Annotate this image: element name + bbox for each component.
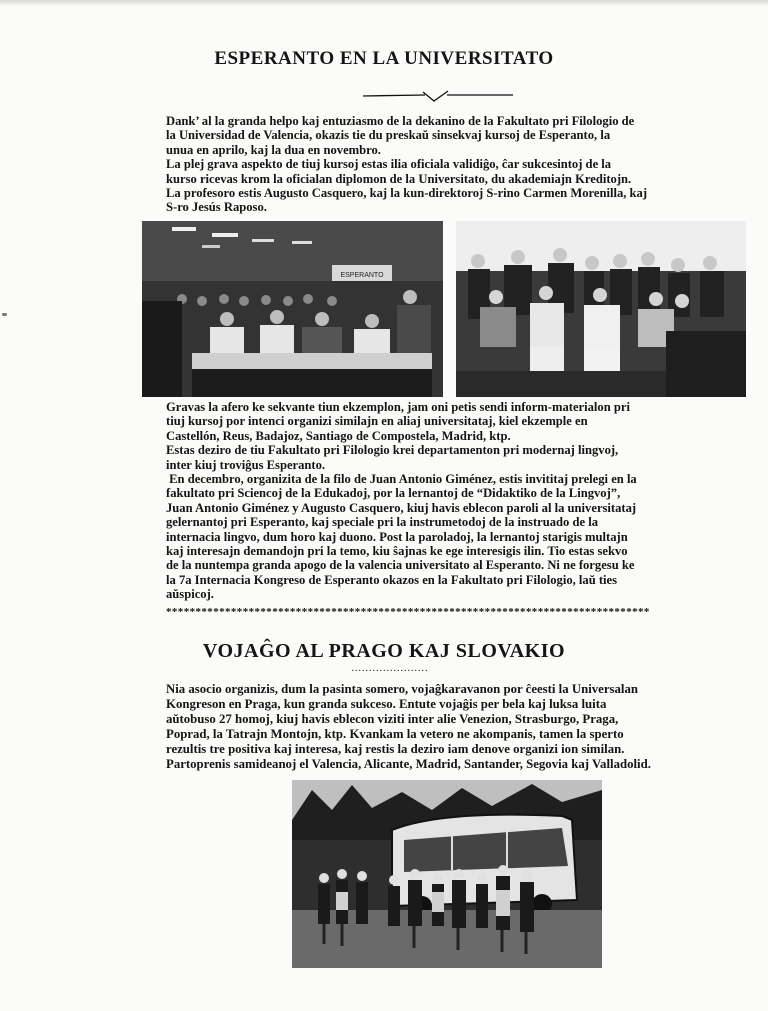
text-line: la 7a Internacia Kongreso de Esperanto okazos en la Fakultato pri Filologio, laŭ ties (166, 572, 618, 587)
text-line: Estas deziro de tiu Fakultato pri Filologio krei departamenton pri modernaj lingvoj, (166, 443, 619, 458)
scan-top-shadow (0, 0, 768, 6)
text-line: Partoprenis samideanoj el Valencia, Alicante, Madrid, Santander, Segovia kaj Valladolid. (166, 757, 651, 771)
dotted-separator: ...................... (351, 663, 429, 674)
title-ornament (363, 88, 513, 104)
text-line: Dank’ al la granda helpo kaj entuziasmo de la dekanino de la Fakultato pri Filologio de (166, 114, 635, 128)
text-line: internacia lingvo, dum horo kaj duono. Post la paroladoj, la lernantoj starigis multajn (166, 529, 628, 544)
article-title-esperanto-universitato: ESPERANTO EN LA UNIVERSITATO (214, 48, 554, 69)
article-title-vojago: VOJAĜO AL PRAGO KAJ SLOVAKIO (202, 640, 566, 662)
text-line: Poprad, la Tatrajn Montojn, ktp. Kvankam la vetero ne akompanis, tamen la sperto (166, 727, 624, 741)
scan-speck (2, 313, 7, 316)
text-line: inter kiuj troviĝus Esperanto. (166, 457, 326, 472)
text-line: kaj interesajn demandojn pri la temo, kiu ŝajnas ke ege interesigis ilin. Tio estas sekvo (166, 544, 628, 559)
text-line: fakultato pri Sciencoj de la Edukadoj, por la lernantoj de “Didaktiko de la Lingvoj”, (166, 486, 621, 501)
text-line: tiuj kursoj por intenci organizi similajn en aliaj universitataj, kiel ekzemple en (166, 414, 588, 429)
text-line: Juan Antonio Giménez y Augusto Casquero, kiuj havis eblecon paroli al la universitataj (166, 500, 637, 515)
text-line: La profesoro estis Augusto Casquero, kaj la kun-direktoroj S-rino Carmen Morenilla, kaj (166, 186, 648, 201)
asterisk-separator: ********************************************************************************** (166, 607, 650, 617)
text-line: aŭtobuso 27 homoj, kiuj havis eblecon viziti inter alie Venezion, Strasburgo, Praga, (166, 712, 619, 726)
article2-paragraph (166, 682, 711, 772)
text-line: gelernantoj pri Esperanto, kaj speciale pri la instrumetodoj de la instruado de la (166, 515, 599, 530)
text-line: Kongreson en Praga, kun granda sukceso. Entute vojaĝis per bela kaj luksa luita (166, 697, 607, 711)
bus-trip-photo (292, 780, 602, 968)
classroom-photo (142, 221, 443, 397)
text-line: Gravas la afero ke sekvante tiun ekzemplon, jam oni petis sendi inform-materialon pri (166, 400, 630, 414)
text-line: de la nuntempa granda apogo de la valencia universitato al Esperanto. Ni ne forgesu ke (166, 558, 635, 573)
text-line: rezultis tre positiva kaj interesa, kaj restis la deziro iam denove organizi ion similan. (166, 742, 625, 756)
text-line: kurso ricevas krom la oficialan diplomon de la Universitato, du akademiajn Kreditojn. (166, 171, 632, 186)
text-line: unua en aprilo, kaj la dua en novembro. (166, 142, 381, 157)
text-line: aŭspicoj. (166, 587, 214, 602)
text-line: la Universidad de Valencia, okazis tie du preskaŭ sinsekvaj kursoj de Esperanto, la (166, 128, 611, 143)
photo1-sign-text: ESPERANTO (340, 272, 384, 279)
group-photo (456, 221, 746, 397)
text-line: Castellón, Reus, Badajoz, Santiago de Compostela, Madrid, ktp. (166, 428, 511, 443)
article1-body-paragraph (166, 400, 706, 602)
article1-intro-paragraph (166, 114, 706, 215)
text-line: S-ro Jesús Raposo. (166, 200, 267, 215)
text-line: Nia asocio organizis, dum la pasinta somero, vojaĝkaravanon por ĉeesti la Universalan (166, 682, 638, 696)
text-line: La plej grava aspekto de tiuj kursoj estas ilia oficiala validiĝo, ĉar sukcesintoj de la (166, 157, 612, 172)
text-line: En decembro, organizita de la filo de Juan Antonio Giménez, estis invititaj prelegi en la (166, 472, 637, 487)
